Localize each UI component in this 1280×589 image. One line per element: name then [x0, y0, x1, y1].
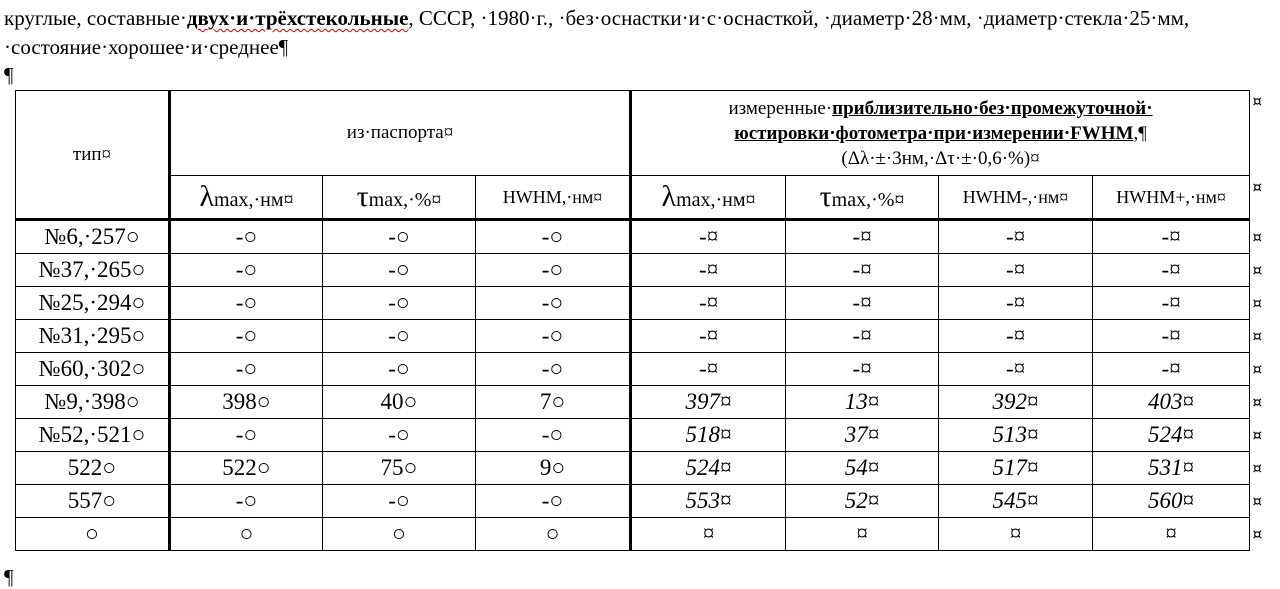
cell-measured-lambda: -¤ — [631, 353, 786, 386]
cell-passport-tau: -○ — [323, 419, 476, 452]
cell-passport-lambda: -○ — [170, 353, 323, 386]
row-end-mark: ¤ — [1252, 327, 1262, 345]
header-passport: из·паспорта¤ — [170, 91, 631, 176]
table-row — [16, 452, 1250, 485]
cell-measured-hwhm-plus: -¤ — [1093, 320, 1250, 353]
cell-passport-tau: -○ — [323, 254, 476, 287]
cell-measured-tau: ¤ — [786, 518, 939, 551]
table-row — [16, 518, 1250, 551]
pilcrow-mark-bottom: ¶ — [4, 565, 14, 589]
cell-passport-tau: -○ — [323, 220, 476, 254]
cell-passport-hwhm: 9○ — [476, 452, 631, 485]
cell-type: №6,·257○ — [16, 220, 170, 254]
sub-passport-tau: τmax,·%¤ — [323, 176, 476, 220]
cell-passport-hwhm: -○ — [476, 220, 631, 254]
cell-passport-tau: -○ — [323, 353, 476, 386]
cell-passport-lambda: 522○ — [170, 452, 323, 485]
cell-measured-tau: -¤ — [786, 287, 939, 320]
cell-measured-hwhm-plus: -¤ — [1093, 287, 1250, 320]
measured-bold-2: юстировки·фотометра·при·измерении·FWHM — [734, 122, 1134, 144]
row-end-mark: ¤ — [1252, 525, 1262, 543]
pilcrow-mark: ¶ — [4, 63, 14, 87]
cell-type: ○ — [16, 518, 170, 551]
cell-type: №9,·398○ — [16, 386, 170, 419]
cell-measured-hwhm-plus: -¤ — [1093, 353, 1250, 386]
table-row — [16, 320, 1250, 353]
sub-measured-lambda: λmax,·нм¤ — [631, 176, 786, 220]
cell-passport-lambda: -○ — [170, 254, 323, 287]
sub-passport-hwhm: HWHM,·нм¤ — [476, 176, 631, 220]
row-end-mark: ¤ — [1252, 360, 1262, 378]
cell-measured-hwhm-plus: 560¤ — [1093, 485, 1250, 518]
cell-passport-lambda: -○ — [170, 287, 323, 320]
cell-type: №60,·302○ — [16, 353, 170, 386]
cell-measured-hwhm-plus: 403¤ — [1093, 386, 1250, 419]
row-end-mark: ¤ — [1252, 393, 1262, 411]
paragraph-text-2: , СССР, ·1980·г., ·без·оснастки·и·с·оснасткой, ·диаметр·28·мм, ·диаметр·стекла·25·мм, ·состояние·хорошее·и·среднее¶ — [4, 6, 1190, 59]
cell-measured-hwhm-plus: -¤ — [1093, 220, 1250, 254]
cell-type: 522○ — [16, 452, 170, 485]
cell-measured-tau: 54¤ — [786, 452, 939, 485]
table-row — [16, 254, 1250, 287]
filters-table — [15, 90, 1250, 551]
cell-measured-hwhm-minus: 545¤ — [939, 485, 1093, 518]
cell-measured-lambda: -¤ — [631, 287, 786, 320]
cell-passport-lambda: -○ — [170, 220, 323, 254]
cell-measured-lambda: 397¤ — [631, 386, 786, 419]
cell-measured-tau: -¤ — [786, 220, 939, 254]
table-row — [16, 287, 1250, 320]
cell-passport-tau: ○ — [323, 518, 476, 551]
cell-passport-lambda: -○ — [170, 419, 323, 452]
cell-measured-hwhm-minus: ¤ — [939, 518, 1093, 551]
row-end-mark: ¤ — [1252, 459, 1262, 477]
cell-measured-lambda: -¤ — [631, 320, 786, 353]
cell-measured-hwhm-minus: -¤ — [939, 320, 1093, 353]
cell-measured-hwhm-plus: -¤ — [1093, 254, 1250, 287]
cell-passport-lambda: -○ — [170, 320, 323, 353]
cell-measured-hwhm-plus: 531¤ — [1093, 452, 1250, 485]
cell-measured-tau: -¤ — [786, 320, 939, 353]
row-end-mark: ¤ — [1252, 178, 1262, 196]
row-end-mark: ¤ — [1252, 92, 1262, 110]
cell-passport-hwhm: 7○ — [476, 386, 631, 419]
cell-passport-tau: -○ — [323, 287, 476, 320]
row-end-mark: ¤ — [1252, 228, 1262, 246]
table-row — [16, 485, 1250, 518]
table-row — [16, 353, 1250, 386]
sub-measured-hwhm-plus: HWHM+,·нм¤ — [1093, 176, 1250, 220]
cell-measured-hwhm-plus: 524¤ — [1093, 419, 1250, 452]
cell-measured-hwhm-plus: ¤ — [1093, 518, 1250, 551]
cell-passport-hwhm: -○ — [476, 485, 631, 518]
row-end-mark: ¤ — [1252, 426, 1262, 444]
cell-passport-hwhm: -○ — [476, 419, 631, 452]
cell-passport-hwhm: -○ — [476, 320, 631, 353]
cell-measured-lambda: 524¤ — [631, 452, 786, 485]
cell-passport-hwhm: ○ — [476, 518, 631, 551]
cell-passport-tau: 40○ — [323, 386, 476, 419]
table-row — [16, 386, 1250, 419]
sub-passport-lambda: λmax,·нм¤ — [170, 176, 323, 220]
header-measured — [631, 91, 1250, 176]
cell-measured-lambda: 553¤ — [631, 485, 786, 518]
description-paragraph — [4, 4, 1276, 62]
cell-measured-hwhm-minus: -¤ — [939, 353, 1093, 386]
cell-passport-tau: -○ — [323, 320, 476, 353]
cell-measured-hwhm-minus: -¤ — [939, 220, 1093, 254]
row-end-mark: ¤ — [1252, 294, 1262, 312]
cell-type: №37,·265○ — [16, 254, 170, 287]
cell-measured-hwhm-minus: 392¤ — [939, 386, 1093, 419]
header-type: тип¤ — [16, 91, 170, 220]
table-row — [16, 419, 1250, 452]
row-end-mark: ¤ — [1252, 492, 1262, 510]
cell-passport-lambda: 398○ — [170, 386, 323, 419]
cell-measured-tau: 13¤ — [786, 386, 939, 419]
cell-measured-hwhm-minus: -¤ — [939, 254, 1093, 287]
sub-measured-hwhm-minus: HWHM-,·нм¤ — [939, 176, 1093, 220]
cell-passport-tau: 75○ — [323, 452, 476, 485]
paragraph-text-1: круглые, составные· — [4, 6, 187, 30]
paragraph-bold-text: двух·и·трёхстекольные — [186, 6, 409, 30]
cell-measured-lambda: 518¤ — [631, 419, 786, 452]
cell-measured-hwhm-minus: -¤ — [939, 287, 1093, 320]
cell-measured-tau: 37¤ — [786, 419, 939, 452]
cell-measured-tau: 52¤ — [786, 485, 939, 518]
table-row — [16, 220, 1250, 254]
cell-measured-hwhm-minus: 517¤ — [939, 452, 1093, 485]
measured-tolerance: (Δλ·±·3нм,·Δτ·±·0,6·%)¤ — [841, 147, 1040, 169]
cell-measured-tau: -¤ — [786, 254, 939, 287]
row-end-mark: ¤ — [1252, 261, 1262, 279]
cell-type: 557○ — [16, 485, 170, 518]
cell-type: №31,·295○ — [16, 320, 170, 353]
cell-measured-lambda: -¤ — [631, 254, 786, 287]
cell-measured-tau: -¤ — [786, 353, 939, 386]
cell-type: №25,·294○ — [16, 287, 170, 320]
cell-passport-tau: -○ — [323, 485, 476, 518]
cell-passport-hwhm: -○ — [476, 254, 631, 287]
measured-line2-end: ,¶ — [1133, 122, 1147, 144]
cell-measured-lambda: ¤ — [631, 518, 786, 551]
cell-passport-hwhm: -○ — [476, 287, 631, 320]
measured-prefix: измеренные· — [728, 97, 833, 119]
cell-type: №52,·521○ — [16, 419, 170, 452]
measured-bold-1: приблизительно·без·промежуточной· — [832, 97, 1153, 119]
cell-measured-hwhm-minus: 513¤ — [939, 419, 1093, 452]
cell-measured-lambda: -¤ — [631, 220, 786, 254]
sub-measured-tau: τmax,·%¤ — [786, 176, 939, 220]
cell-passport-lambda: -○ — [170, 485, 323, 518]
cell-passport-lambda: ○ — [170, 518, 323, 551]
cell-passport-hwhm: -○ — [476, 353, 631, 386]
